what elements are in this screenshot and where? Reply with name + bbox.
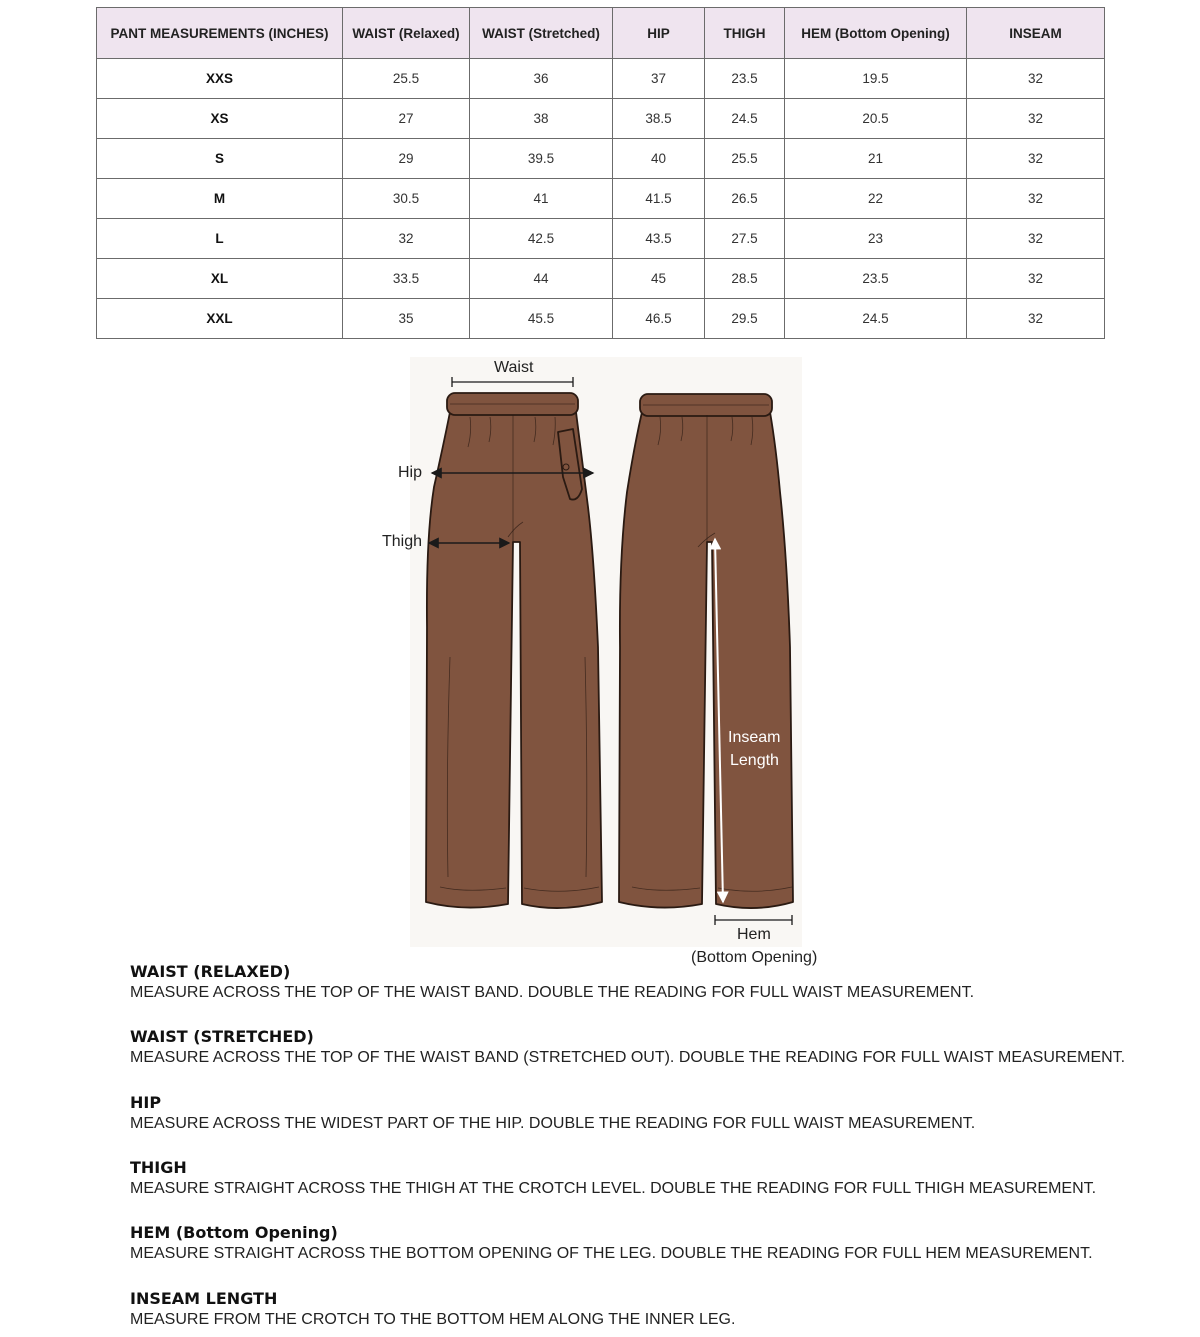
measurement-cell: 25.5 xyxy=(343,59,470,99)
pants-illustration xyxy=(410,357,802,947)
size-cell: XL xyxy=(97,259,343,299)
pants-measurement-diagram xyxy=(382,357,818,966)
measurement-cell: 25.5 xyxy=(705,139,785,179)
measurement-cell: 37 xyxy=(613,59,705,99)
measurement-cell: 32 xyxy=(967,259,1105,299)
instruction-title: WAIST (STRETCHED) xyxy=(130,1027,314,1046)
size-chart-table xyxy=(96,7,1105,339)
instruction-block xyxy=(130,1093,975,1135)
measurement-cell: 26.5 xyxy=(705,179,785,219)
instruction-block xyxy=(130,1158,1096,1200)
instruction-block xyxy=(130,1223,1093,1265)
measurement-cell: 32 xyxy=(967,299,1105,339)
thigh-label: Thigh xyxy=(382,533,423,550)
measurement-cell: 29.5 xyxy=(705,299,785,339)
instruction-body: MEASURE STRAIGHT ACROSS THE THIGH AT THE CROTCH LEVEL. DOUBLE THE READING FOR FULL THIGH MEASUREMENT. xyxy=(130,1180,1097,1197)
table-row xyxy=(97,179,1105,219)
instruction-body: MEASURE FROM THE CROTCH TO THE BOTTOM HEM ALONG THE INNER LEG. xyxy=(130,1311,736,1328)
instruction-block xyxy=(130,1027,1125,1069)
column-header: THIGH xyxy=(705,8,785,59)
measurement-cell: 28.5 xyxy=(705,259,785,299)
table-header-row xyxy=(97,8,1105,59)
hem-label-line2: (Bottom Opening) xyxy=(691,949,818,966)
inseam-label-line2: Length xyxy=(730,752,779,769)
hem-label-line1: Hem xyxy=(737,926,771,943)
column-header: INSEAM xyxy=(967,8,1105,59)
measurement-cell: 36 xyxy=(470,59,613,99)
measurement-cell: 27 xyxy=(343,99,470,139)
table-body xyxy=(97,59,1105,339)
measurement-cell: 44 xyxy=(470,259,613,299)
measurement-cell: 46.5 xyxy=(613,299,705,339)
measurement-cell: 20.5 xyxy=(785,99,967,139)
measurement-cell: 21 xyxy=(785,139,967,179)
measurement-cell: 32 xyxy=(967,99,1105,139)
waist-label: Waist xyxy=(494,359,534,376)
measurement-cell: 43.5 xyxy=(613,219,705,259)
size-cell: XS xyxy=(97,99,343,139)
size-cell: XXL xyxy=(97,299,343,339)
measurement-cell: 32 xyxy=(967,179,1105,219)
hip-label: Hip xyxy=(398,464,423,481)
measurement-cell: 24.5 xyxy=(705,99,785,139)
measurement-cell: 24.5 xyxy=(785,299,967,339)
measurement-cell: 27.5 xyxy=(705,219,785,259)
instruction-body: MEASURE ACROSS THE WIDEST PART OF THE HIP. DOUBLE THE READING FOR FULL WAIST MEASUREMENT. xyxy=(130,1115,976,1132)
measurement-cell: 23.5 xyxy=(705,59,785,99)
size-cell: S xyxy=(97,139,343,179)
instruction-body: MEASURE STRAIGHT ACROSS THE BOTTOM OPENING OF THE LEG. DOUBLE THE READING FOR FULL HEM MEASUREMENT. xyxy=(130,1245,1093,1262)
column-header: WAIST (Relaxed) xyxy=(343,8,470,59)
size-cell: M xyxy=(97,179,343,219)
table-row xyxy=(97,299,1105,339)
size-cell: XXS xyxy=(97,59,343,99)
instruction-body: MEASURE ACROSS THE TOP OF THE WAIST BAND (STRETCHED OUT). DOUBLE THE READING FOR FULL WAIST MEASUREMENT. xyxy=(130,1049,1126,1066)
table-row xyxy=(97,219,1105,259)
measurement-cell: 32 xyxy=(343,219,470,259)
measurement-cell: 41.5 xyxy=(613,179,705,219)
instruction-body: MEASURE ACROSS THE TOP OF THE WAIST BAND. DOUBLE THE READING FOR FULL WAIST MEASUREMENT. xyxy=(130,984,975,1001)
instruction-title: WAIST (RELAXED) xyxy=(130,962,291,981)
table-row xyxy=(97,59,1105,99)
measurement-cell: 30.5 xyxy=(343,179,470,219)
table-row xyxy=(97,139,1105,179)
measurement-cell: 32 xyxy=(967,139,1105,179)
measurement-cell: 23.5 xyxy=(785,259,967,299)
measurement-cell: 35 xyxy=(343,299,470,339)
instruction-block xyxy=(130,962,974,1004)
measurement-cell: 22 xyxy=(785,179,967,219)
instruction-block xyxy=(130,1289,735,1331)
instruction-title: THIGH xyxy=(130,1158,187,1177)
measurement-cell: 40 xyxy=(613,139,705,179)
measurement-cell: 38 xyxy=(470,99,613,139)
measurement-cell: 29 xyxy=(343,139,470,179)
measurement-cell: 23 xyxy=(785,219,967,259)
column-header: WAIST (Stretched) xyxy=(470,8,613,59)
measurement-cell: 45.5 xyxy=(470,299,613,339)
measurement-cell: 45 xyxy=(613,259,705,299)
measurement-cell: 33.5 xyxy=(343,259,470,299)
measurement-cell: 32 xyxy=(967,219,1105,259)
measurement-cell: 39.5 xyxy=(470,139,613,179)
column-header: HEM (Bottom Opening) xyxy=(785,8,967,59)
measurement-cell: 42.5 xyxy=(470,219,613,259)
column-header: HIP xyxy=(613,8,705,59)
inseam-label-line1: Inseam xyxy=(728,729,781,746)
instruction-title: INSEAM LENGTH xyxy=(130,1289,278,1308)
measurement-cell: 38.5 xyxy=(613,99,705,139)
instruction-title: HIP xyxy=(130,1093,162,1112)
measurement-cell: 32 xyxy=(967,59,1105,99)
instruction-title: HEM (Bottom Opening) xyxy=(130,1223,338,1242)
table-row xyxy=(97,99,1105,139)
column-header: PANT MEASUREMENTS (INCHES) xyxy=(97,8,343,59)
size-cell: L xyxy=(97,219,343,259)
measurement-cell: 19.5 xyxy=(785,59,967,99)
table-row xyxy=(97,259,1105,299)
measurement-cell: 41 xyxy=(470,179,613,219)
